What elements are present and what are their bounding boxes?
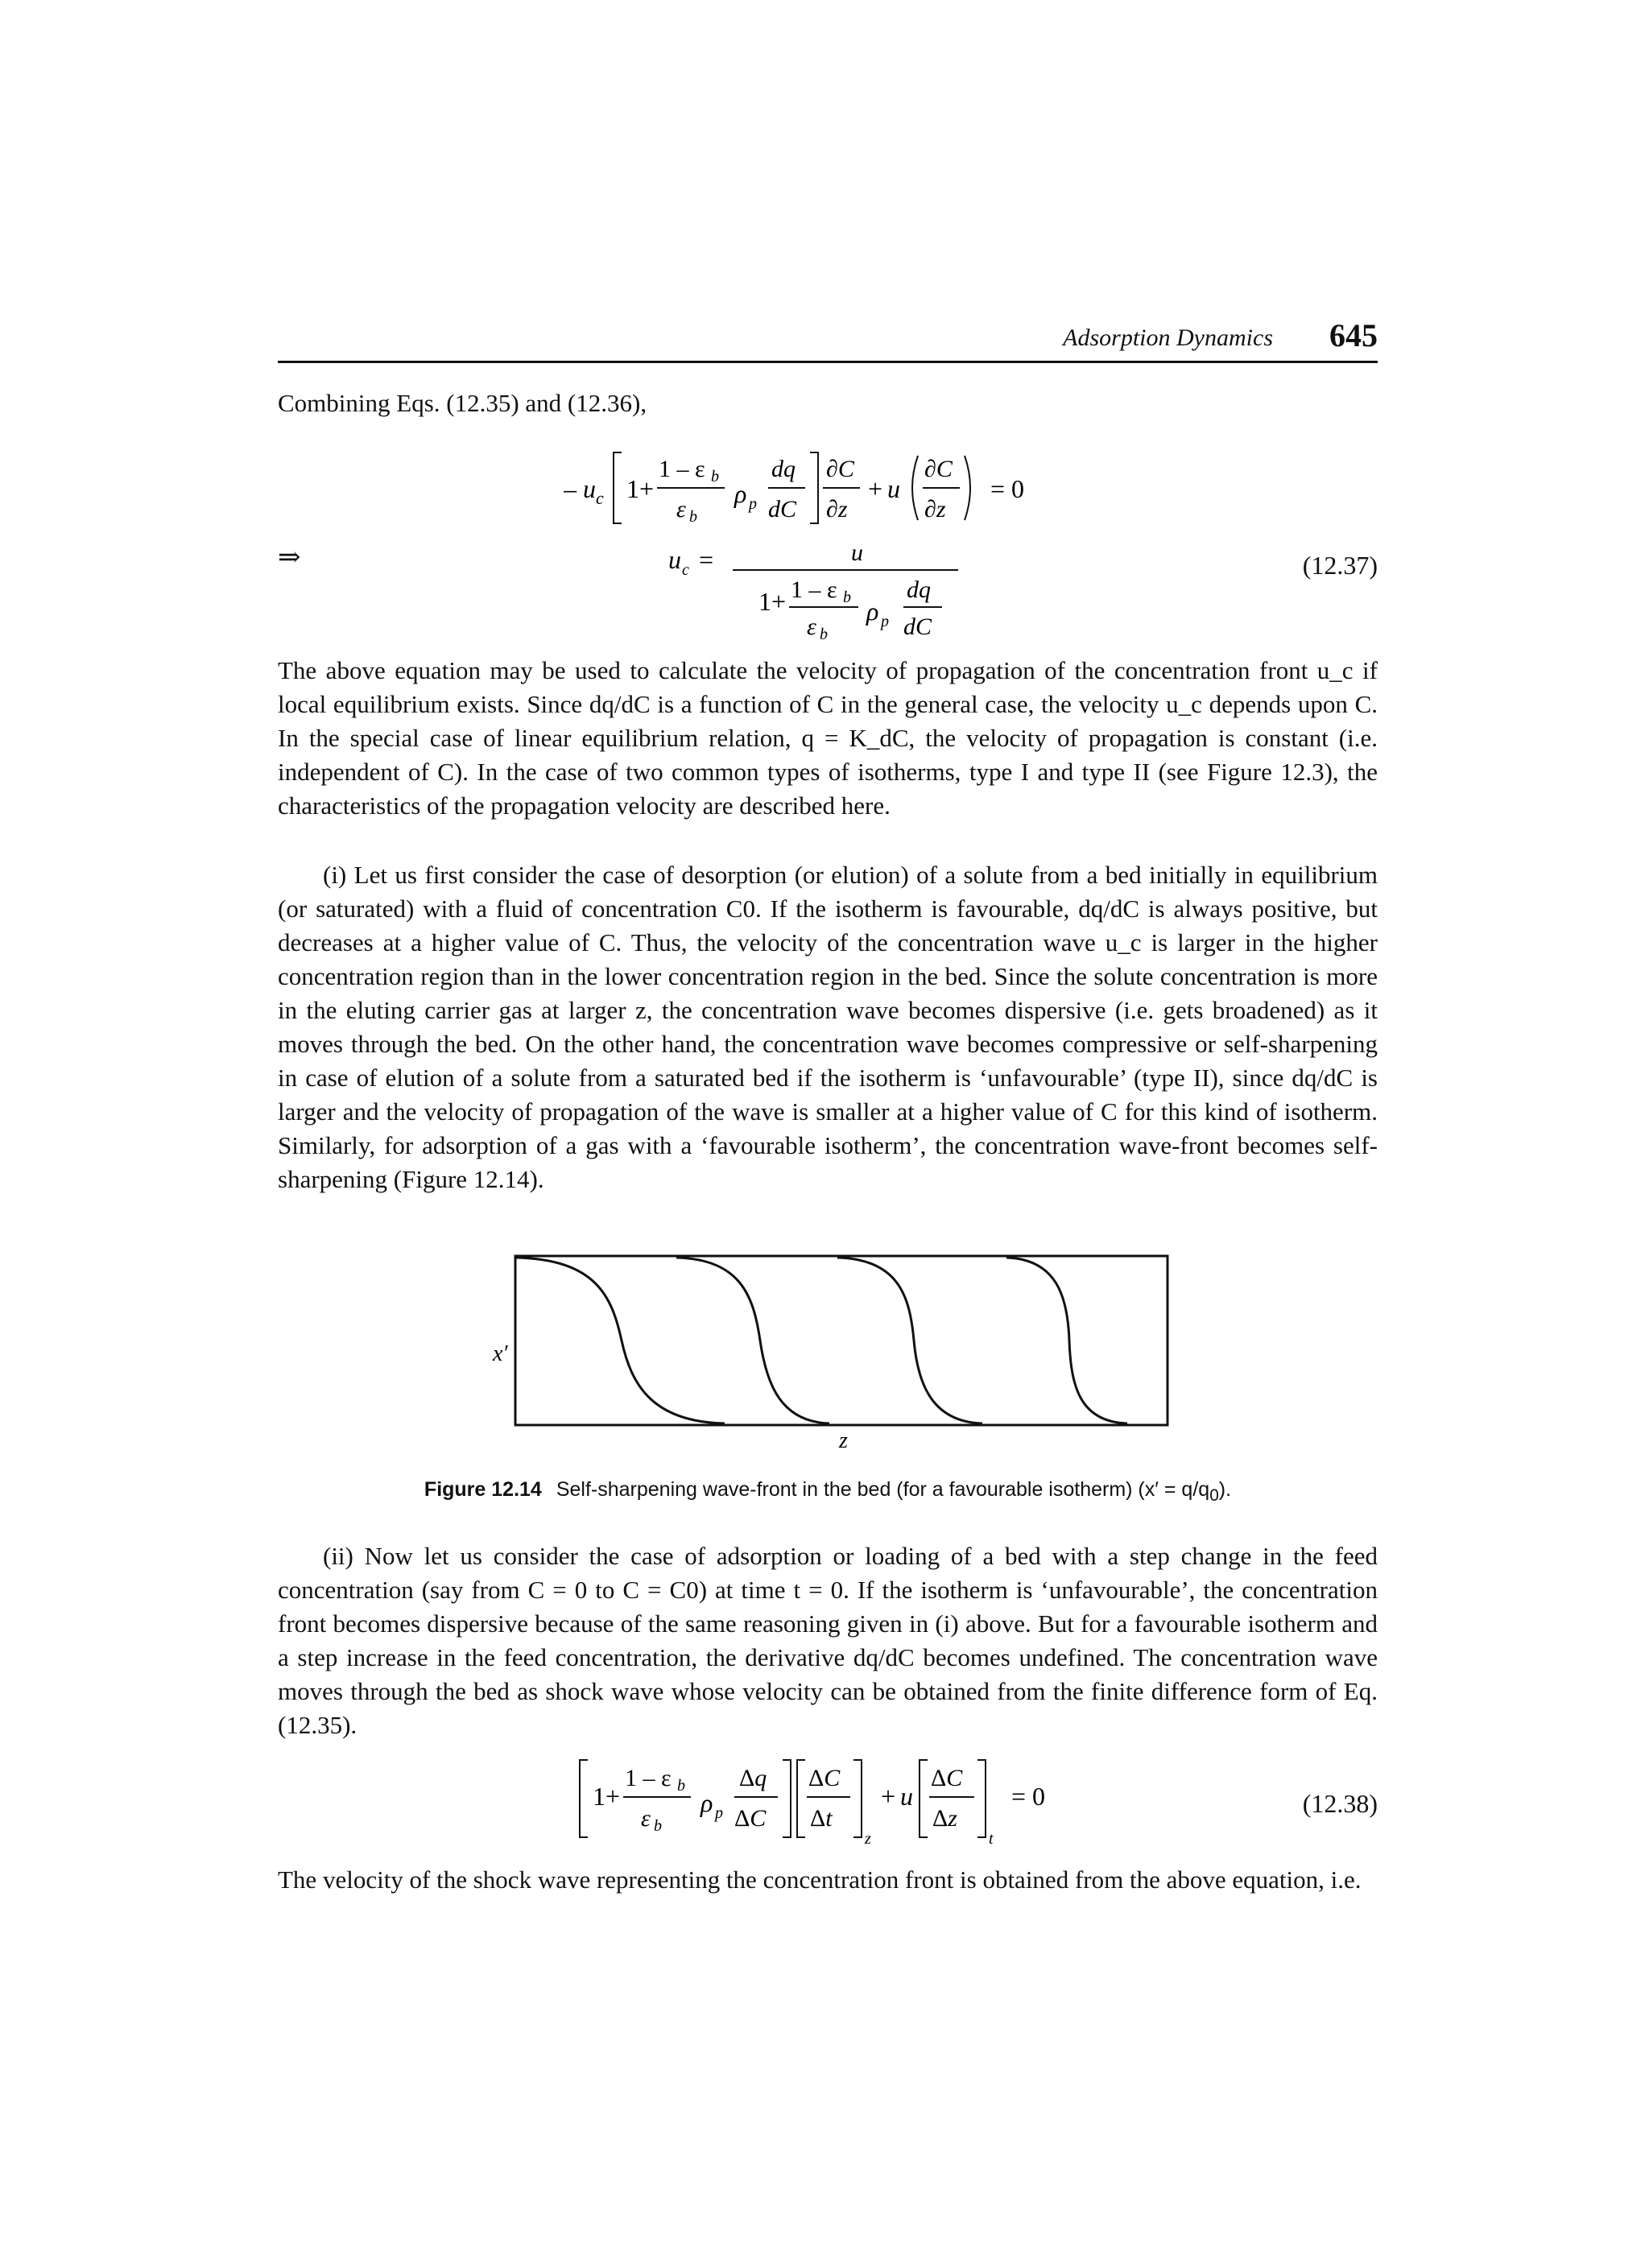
svg-text:u: u — [900, 1782, 913, 1811]
svg-text:= 0: = 0 — [1011, 1782, 1046, 1811]
svg-text:u: u — [887, 474, 900, 503]
svg-text:ρ: ρ — [734, 479, 747, 508]
running-title: Adsorption Dynamics — [1063, 324, 1273, 351]
svg-text:∂z: ∂z — [826, 496, 848, 523]
svg-text:p: p — [715, 1804, 723, 1822]
figure-xlabel: z — [839, 1428, 848, 1449]
header-rule — [278, 361, 1378, 363]
svg-text:1+: 1+ — [758, 587, 787, 616]
intro-text: Combining Eqs. (12.35) and (12.36), — [278, 389, 647, 417]
equation-12-38 — [577, 1754, 1092, 1850]
svg-text:ρ: ρ — [701, 1788, 713, 1817]
svg-text:u: u — [851, 541, 863, 566]
svg-text:+: + — [881, 1782, 896, 1811]
svg-text:+: + — [868, 474, 883, 503]
svg-text:dq: dq — [907, 576, 931, 603]
svg-text:∂C: ∂C — [826, 456, 854, 482]
svg-text:b: b — [843, 589, 851, 606]
caption-text: Self-sharpening wave-front in the bed (for a favourable isotherm) (x′ = q/q — [556, 1478, 1210, 1501]
equation-12-37 — [668, 541, 990, 646]
svg-text:1 – ε: 1 – ε — [659, 456, 705, 482]
svg-text:b: b — [820, 626, 828, 643]
svg-text:Δt: Δt — [810, 1805, 833, 1832]
svg-text:ρ: ρ — [866, 597, 879, 626]
figure-ylabel: x′ — [493, 1341, 508, 1366]
svg-text:b: b — [677, 1777, 685, 1795]
svg-text:ΔC: ΔC — [734, 1805, 767, 1832]
implies-arrow: ⇒ — [278, 543, 301, 572]
svg-text:1+: 1+ — [626, 474, 655, 503]
svg-text:∂C: ∂C — [924, 456, 953, 482]
figure-12-14 — [451, 1248, 1176, 1449]
caption-label: Figure 12.14 — [424, 1478, 542, 1501]
svg-text:1 – ε: 1 – ε — [625, 1765, 672, 1791]
svg-text:ε: ε — [676, 496, 686, 523]
page-number: 645 — [1329, 317, 1378, 353]
figure-caption — [278, 1478, 1378, 1506]
wavefront-2 — [676, 1258, 829, 1423]
svg-text:dC: dC — [903, 613, 932, 640]
svg-text:t: t — [989, 1830, 994, 1848]
svg-text:ΔC: ΔC — [808, 1765, 841, 1791]
paragraph-2: (i) Let us first consider the case of desorption (or elution) of a solute from a bed initially in equilibrium (or saturated) with a fluid of concentration C0. If the isotherm is favourable, dq/dC is always positive, but decreases at a higher value of C. Thus, the velocity of the concentration wave u_c is larger in the higher concentration region than in the lower concentration region in the bed. Since the solute concentration is more in the eluting carrier gas at larger z, the concentration wave becomes dispersive (i.e. gets broadened) as it moves through the bed. On the other hand, the concentration wave becomes compressive or self-sharpening in case of elution of a solute from a saturated bed if the isotherm is ‘unfavourable’ (type II), since dq/dC is larger and the velocity of propagation of the wave is smaller at a higher value of C for this kind of isotherm. Similarly, for adsorption of a gas with a ‘favourable isotherm’, the concentration wave-front becomes self-sharpening (Figure 12.14). — [278, 861, 1378, 1193]
svg-text:c: c — [682, 561, 689, 579]
svg-text:dC: dC — [768, 496, 797, 523]
svg-text:1+: 1+ — [593, 1782, 621, 1811]
paragraph-1: The above equation may be used to calculate the velocity of propagation of the concentration front u_c if local equilibrium exists. Since dq/dC is a function of C in the general case, the velocity u_c depends upon C. In the special case of linear equilibrium relation, q = K_dC, the velocity of propagation is constant (i.e. independent of C). In the case of two common types of isotherms, type I and type II (see Figure 12.3), the characteristics of the propagation velocity are described here. — [278, 656, 1378, 820]
equation-number-12-38: (12.38) — [1302, 1789, 1378, 1818]
svg-text:ε: ε — [807, 613, 816, 640]
caption-subscript: 0 — [1209, 1486, 1219, 1505]
svg-text:z: z — [865, 1830, 871, 1848]
paragraph-3: (ii) Now let us consider the case of adsorption or loading of a bed with a step change in the feed concentration (say from C = 0 to C = C0) at time t = 0. If the isotherm is ‘unfavourable’, the concentration front becomes dispersive because of the same reasoning given in (i) above. But for a favourable isotherm and a step increase in the feed concentration, the derivative dq/dC becomes undefined. The concentration wave moves through the bed as shock wave whose velocity can be obtained from the finite difference form of Eq. (12.35). — [278, 1542, 1378, 1739]
wavefront-1 — [515, 1258, 725, 1423]
caption-end: ). — [1218, 1478, 1232, 1501]
wavefront-4 — [1006, 1258, 1127, 1423]
svg-text:b: b — [654, 1817, 662, 1835]
svg-text:b: b — [711, 468, 719, 485]
equation-number-12-37: (12.37) — [1302, 551, 1378, 580]
svg-text:dq: dq — [771, 456, 796, 482]
svg-text:b: b — [689, 508, 697, 526]
svg-text:c: c — [596, 488, 604, 508]
svg-text:ε: ε — [641, 1805, 651, 1832]
svg-text:Δz: Δz — [932, 1805, 957, 1832]
svg-text:u: u — [668, 545, 681, 574]
svg-text:1 – ε: 1 – ε — [791, 576, 837, 603]
svg-text:p: p — [749, 495, 757, 513]
svg-text:ΔC: ΔC — [931, 1765, 963, 1791]
svg-text:Δq: Δq — [739, 1765, 767, 1791]
paragraph-4: The velocity of the shock wave representing the concentration front is obtained from the above equation, i.e. — [278, 1865, 1362, 1894]
page-header — [278, 317, 1378, 358]
svg-text:– u: – u — [564, 474, 596, 503]
svg-text:∂z: ∂z — [924, 496, 946, 523]
wavefront-3 — [837, 1258, 982, 1423]
combined-equation — [564, 443, 1143, 531]
svg-text:=: = — [699, 545, 714, 574]
svg-text:= 0: = 0 — [990, 474, 1025, 503]
svg-text:p: p — [881, 613, 889, 630]
